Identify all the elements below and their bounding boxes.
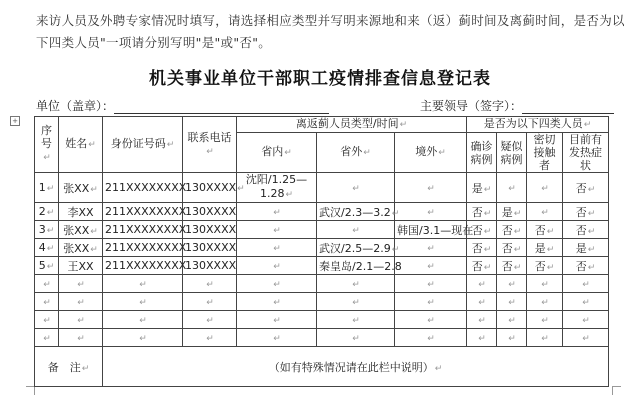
cell-travel-out[interactable]: 秦皇岛/2.1—2.8 (317, 257, 395, 275)
header-id: 身份证号码↵ (103, 117, 183, 173)
cell-fever[interactable]: ↵ (563, 329, 609, 347)
header-fever: 目前有发热症状 (563, 133, 609, 173)
remarks-row (35, 347, 609, 387)
cell-name[interactable]: ↵ (59, 329, 103, 347)
cell-travel-out[interactable]: ↵ (317, 221, 395, 239)
header-travel-abroad: 境外↵ (395, 133, 467, 173)
cell-name[interactable]: 王XX (59, 257, 103, 275)
table-row (35, 257, 609, 275)
cell-seq[interactable]: 1↵ (35, 173, 59, 203)
cell-suspected[interactable]: ↵ (497, 293, 527, 311)
cell-phone[interactable]: ↵ (183, 311, 237, 329)
cell-confirmed[interactable]: ↵ (467, 293, 497, 311)
cell-travel-abroad[interactable]: ↵ (395, 203, 467, 221)
table-move-handle-icon[interactable]: + (10, 116, 20, 126)
cell-suspected[interactable]: 是↵ (497, 203, 527, 221)
cell-contact[interactable]: ↵ (527, 173, 563, 203)
cell-confirmed[interactable]: 是↵ (467, 173, 497, 203)
cell-fever[interactable]: 否↵ (563, 257, 609, 275)
unit-input-line[interactable] (114, 101, 329, 114)
cell-id[interactable]: 211XXXXXXXX (103, 173, 183, 203)
header-travel-group: 离返蓟人员类型/时间↵ (237, 117, 467, 133)
cell-travel-in[interactable]: ↵ (237, 293, 317, 311)
header-four-group: 是否为以下四类人员↵ (467, 117, 609, 133)
cell-contact[interactable]: ↵ (527, 203, 563, 221)
table-row (35, 239, 609, 257)
cell-name[interactable]: ↵ (59, 311, 103, 329)
cell-fever[interactable]: 否↵ (563, 203, 609, 221)
cell-phone[interactable]: 130XXXX↵ (183, 173, 237, 203)
table-row (35, 173, 609, 203)
cell-seq[interactable]: 2↵ (35, 203, 59, 221)
cell-id[interactable]: ↵ (103, 311, 183, 329)
cell-confirmed[interactable]: 否↵ (467, 221, 497, 239)
header-confirmed: 确诊病例 (467, 133, 497, 173)
cell-travel-in[interactable]: ↵ (237, 257, 317, 275)
unit-label: 单位（盖章）： (36, 99, 115, 113)
crop-mark-icon (612, 386, 621, 395)
cell-suspected[interactable]: ↵ (497, 311, 527, 329)
header-name: 姓名↵ (59, 117, 103, 173)
cell-phone[interactable]: ↵ (183, 293, 237, 311)
cell-contact[interactable]: ↵ (527, 275, 563, 293)
cell-name[interactable]: 李XX (59, 203, 103, 221)
cell-id[interactable]: ↵ (103, 293, 183, 311)
cell-confirmed[interactable]: ↵ (467, 329, 497, 347)
cell-travel-out[interactable]: ↵ (317, 293, 395, 311)
cell-fever[interactable]: ↵ (563, 275, 609, 293)
header-travel-in: 省内↵ (237, 133, 317, 173)
cell-contact[interactable]: ↵ (527, 311, 563, 329)
table-row (35, 293, 609, 311)
cell-phone[interactable]: ↵ (183, 275, 237, 293)
cell-name[interactable]: 张XX↵ (59, 221, 103, 239)
header-suspected: 疑似病例 (497, 133, 527, 173)
cell-seq[interactable]: 4↵ (35, 239, 59, 257)
remarks-note: （如有特殊情况请在此栏中说明） (268, 360, 434, 374)
cell-contact[interactable]: ↵ (527, 329, 563, 347)
cell-seq[interactable]: 3↵ (35, 221, 59, 239)
cell-fever[interactable]: 是↵ (563, 239, 609, 257)
cell-travel-out[interactable]: ↵ (317, 329, 395, 347)
cell-phone[interactable]: ↵ (183, 329, 237, 347)
table-row (35, 221, 609, 239)
cell-contact[interactable]: 是↵ (527, 239, 563, 257)
cell-name[interactable]: ↵ (59, 275, 103, 293)
cell-suspected[interactable]: ↵ (497, 173, 527, 203)
cell-id[interactable]: 211XXXXXXXX (103, 257, 183, 275)
cell-fever[interactable]: 否↵ (563, 173, 609, 203)
cell-travel-abroad[interactable]: ↵ (395, 329, 467, 347)
table-row (35, 311, 609, 329)
cell-suspected[interactable]: ↵ (497, 275, 527, 293)
cell-travel-out[interactable]: 武汉/2.3—3.2↵ (317, 203, 395, 221)
cell-name[interactable]: 张XX↵ (59, 239, 103, 257)
cell-id[interactable]: 211XXXXXXXX (103, 203, 183, 221)
cell-phone[interactable]: 130XXXX (183, 203, 237, 221)
cell-name[interactable]: 张XX↵ (59, 173, 103, 203)
cell-id[interactable]: 211XXXXXXXX (103, 239, 183, 257)
cell-travel-out[interactable]: 武汉/2.5—2.9↵ (317, 239, 395, 257)
cell-travel-in[interactable]: ↵ (237, 311, 317, 329)
cell-seq[interactable]: ↵ (35, 275, 59, 293)
table-row (35, 329, 609, 347)
cell-suspected[interactable]: ↵ (497, 329, 527, 347)
intro-text: 来访人员及外聘专家情况时填写，请选择相应类型并写明来源地和来（返）蓟时间及离蓟时间，是否为以下四类人员"一项请分别写明"是"或"否"。 (36, 13, 625, 50)
cell-confirmed[interactable]: ↵ (467, 311, 497, 329)
cell-id[interactable]: ↵ (103, 275, 183, 293)
crop-mark-icon (26, 386, 35, 395)
cell-travel-in[interactable]: 沈阳/1.25—1.28↵ (237, 173, 317, 203)
unit-field[interactable] (36, 97, 329, 114)
cell-contact[interactable]: 否↵ (527, 221, 563, 239)
cell-confirmed[interactable]: ↵ (467, 275, 497, 293)
cell-travel-abroad[interactable]: ↵ (395, 311, 467, 329)
cell-travel-in[interactable]: ↵ (237, 203, 317, 221)
header-phone: 联系电话↵ (183, 117, 237, 173)
cell-seq[interactable]: ↵ (35, 311, 59, 329)
cell-travel-in[interactable]: ↵ (237, 221, 317, 239)
cell-suspected[interactable]: 否↵ (497, 239, 527, 257)
cell-suspected[interactable]: 否↵ (497, 257, 527, 275)
leader-field[interactable] (420, 97, 614, 114)
cell-travel-in[interactable]: ↵ (237, 239, 317, 257)
cell-fever[interactable]: ↵ (563, 311, 609, 329)
header-travel-out: 省外↵ (317, 133, 395, 173)
cell-travel-out[interactable]: ↵ (317, 275, 395, 293)
table-row (35, 275, 609, 293)
header-contact: 密切接触者 (527, 133, 563, 173)
cell-confirmed[interactable]: 否↵ (467, 203, 497, 221)
cell-contact[interactable]: ↵ (527, 293, 563, 311)
cell-seq[interactable]: ↵ (35, 329, 59, 347)
cell-name[interactable]: ↵ (59, 293, 103, 311)
leader-label: 主要领导（签字）： (420, 99, 523, 113)
leader-input-line[interactable] (522, 101, 614, 114)
cell-travel-out[interactable]: ↵ (317, 173, 395, 203)
cell-fever[interactable]: ↵ (563, 293, 609, 311)
form-title: 机关事业单位干部职工疫情排查信息登记表 (149, 69, 491, 89)
cell-contact[interactable]: 否↵ (527, 257, 563, 275)
cell-phone[interactable]: 130XXXX (183, 239, 237, 257)
cell-travel-abroad[interactable]: ↵ (395, 257, 467, 275)
remarks-label: 备 注↵ (35, 347, 103, 387)
table-row (35, 203, 609, 221)
cell-confirmed[interactable]: 否↵ (467, 257, 497, 275)
cell-travel-abroad[interactable]: ↵ (395, 173, 467, 203)
cell-confirmed[interactable]: 否↵ (467, 239, 497, 257)
cell-travel-out[interactable]: ↵ (317, 311, 395, 329)
cell-phone[interactable]: 130XXXX (183, 221, 237, 239)
cell-id[interactable]: 211XXXXXXXX (103, 221, 183, 239)
cell-travel-abroad[interactable]: 韩国/3.1—现在 (395, 221, 467, 239)
cell-seq[interactable]: ↵ (35, 293, 59, 311)
cell-travel-abroad[interactable]: ↵ (395, 293, 467, 311)
cell-seq[interactable]: 5↵ (35, 257, 59, 275)
header-row-top (35, 117, 609, 133)
cell-phone[interactable]: 130XXXX (183, 257, 237, 275)
cell-suspected[interactable]: 否↵ (497, 221, 527, 239)
cell-travel-in[interactable]: ↵ (237, 275, 317, 293)
remarks-cell[interactable]: （如有特殊情况请在此栏中说明）↵ (103, 347, 609, 387)
header-seq: 序号↵ (35, 117, 59, 173)
cell-id[interactable]: ↵ (103, 329, 183, 347)
cell-fever[interactable]: 否↵ (563, 221, 609, 239)
registration-table (34, 116, 609, 387)
cell-travel-abroad[interactable]: ↵ (395, 275, 467, 293)
cell-travel-abroad[interactable]: ↵ (395, 239, 467, 257)
cell-travel-in[interactable]: ↵ (237, 329, 317, 347)
